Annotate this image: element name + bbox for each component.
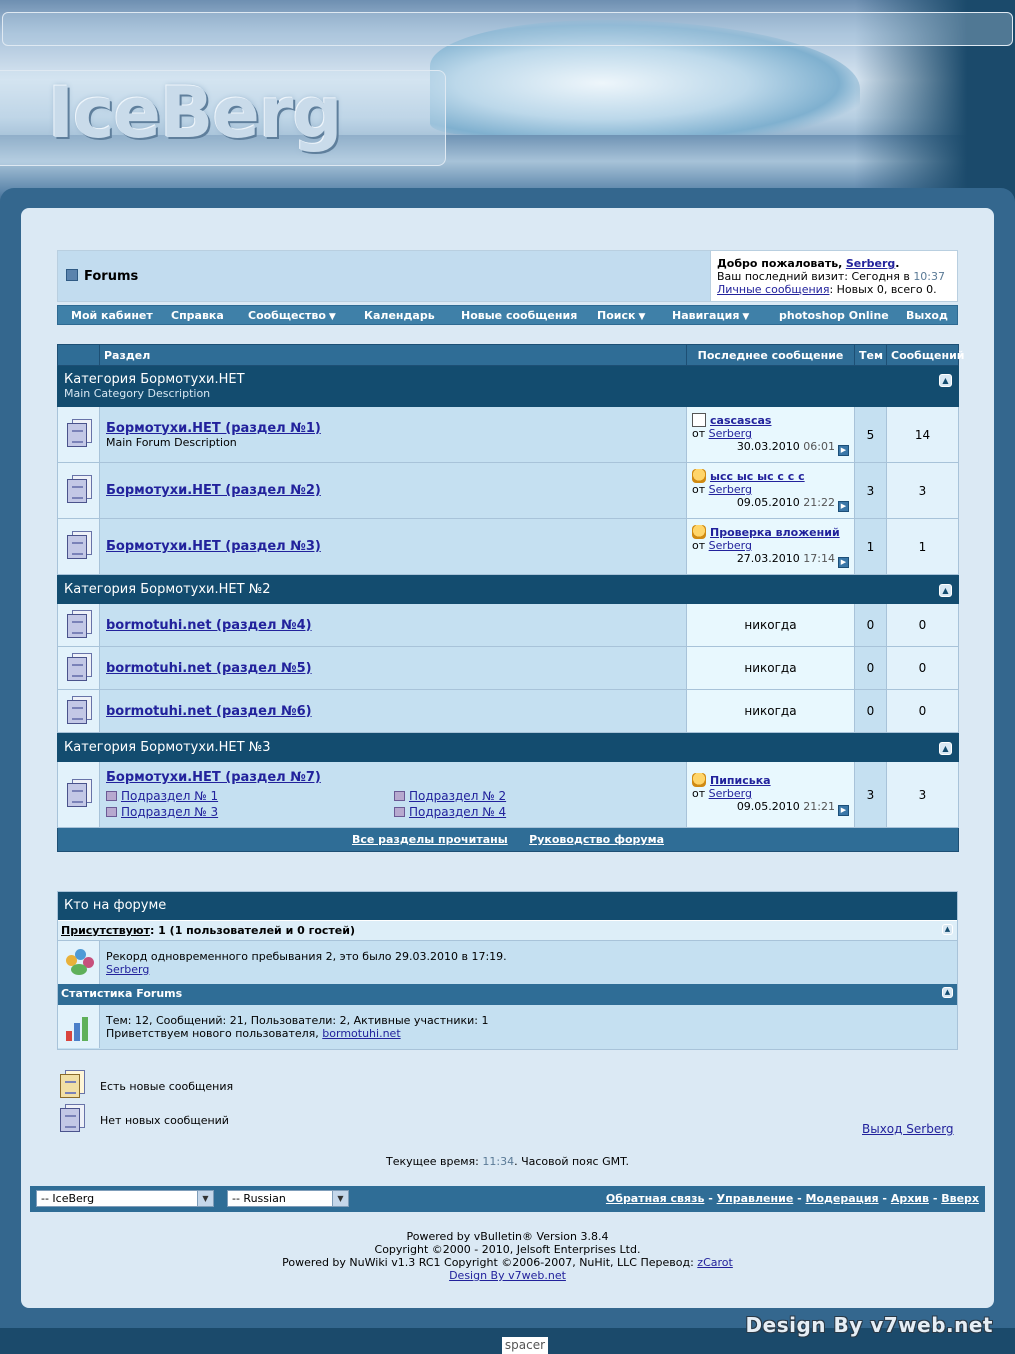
forum-row <box>58 604 959 647</box>
author-link[interactable]: Serberg <box>708 539 752 552</box>
thread-link[interactable]: Пиписька <box>710 774 771 787</box>
post-count: 0 <box>887 690 959 733</box>
no-new-posts-icon <box>59 1104 85 1132</box>
last-post-cell: Пиписька от Serberg 09.05.2010 21:21 ▶ <box>687 762 855 828</box>
category-header <box>58 575 959 604</box>
menu-search[interactable]: Поиск ▼ <box>597 309 646 322</box>
whos-online-title: Кто на форуме <box>58 892 957 920</box>
last-post-cell: никогда <box>687 604 855 647</box>
post-count: 0 <box>887 604 959 647</box>
subforum-icon <box>394 807 405 817</box>
dropdown-arrow-icon: ▼ <box>328 312 336 322</box>
go-to-last-post-icon[interactable]: ▶ <box>838 805 849 816</box>
go-to-last-post-icon[interactable]: ▶ <box>838 445 849 456</box>
site-logo[interactable]: IceBerg <box>48 72 342 154</box>
thumbs-up-icon <box>692 525 706 539</box>
thread-link[interactable]: cascascas <box>710 414 772 427</box>
subforum-icon <box>106 807 117 817</box>
dropdown-arrow-icon: ▼ <box>742 312 750 322</box>
post-count: 3 <box>887 463 959 519</box>
subforum-link[interactable]: Подраздел № 4 <box>409 805 507 819</box>
menu-calendar[interactable]: Календарь <box>364 309 435 322</box>
design-link[interactable]: Design By v7web.net <box>449 1269 566 1282</box>
translator-link[interactable]: zCarot <box>697 1256 733 1269</box>
collapse-icon[interactable]: ▲ <box>942 924 953 935</box>
category-header <box>58 733 959 762</box>
collapse-icon[interactable]: ▲ <box>942 987 953 998</box>
contact-link[interactable]: Обратная связь <box>605 1192 705 1205</box>
category-title[interactable]: Категория Бормотухи.НЕТ №2 <box>64 581 271 597</box>
thread-count: 3 <box>855 762 887 828</box>
go-to-last-post-icon[interactable]: ▶ <box>838 557 849 568</box>
forum-home-icon <box>66 269 78 281</box>
design-watermark: Design By v7web.net <box>745 1313 993 1337</box>
menu-my-profile[interactable]: Мой кабинет <box>71 309 153 322</box>
copyright: Powered by vBulletin® Version 3.8.4 Copyright ©2000 - 2010, Jelsoft Enterprises Ltd. Powered by NuWiki v1.3 RC1 Copyright ©2006-2007, NuHit, LLC Перевод: zCarot Design By v7web.net <box>282 1230 733 1282</box>
column-header-threads: Тем <box>855 345 887 366</box>
author-link[interactable]: Serberg <box>708 483 752 496</box>
forum-list-table <box>57 344 965 852</box>
online-user-link[interactable]: Serberg <box>106 963 150 976</box>
no-new-posts-icon <box>66 475 92 503</box>
welcome-box: Добро пожаловать, Serberg. Ваш последний визит: Сегодня в 10:37 Личные сообщения: Новых 0, всего 0. <box>710 251 957 301</box>
forum-link[interactable]: Бормотухи.НЕТ (раздел №2) <box>106 483 321 498</box>
new-posts-icon <box>59 1070 85 1098</box>
menu-new-posts[interactable]: Новые сообщения <box>461 309 578 322</box>
menu-navigation[interactable]: Навигация ▼ <box>672 309 750 322</box>
chevron-down-icon[interactable]: ▼ <box>197 1191 213 1206</box>
dropdown-arrow-icon: ▼ <box>638 312 646 322</box>
thread-link[interactable]: Проверка вложений <box>710 526 840 539</box>
stats-title: Статистика Forums <box>61 987 183 1000</box>
forum-footer-bar <box>58 828 959 852</box>
header-top-bar <box>2 12 1013 46</box>
no-new-posts-icon <box>66 610 92 638</box>
breadcrumb[interactable]: Forums <box>66 269 138 284</box>
subforum-link[interactable]: Подраздел № 3 <box>121 805 219 819</box>
post-count: 1 <box>887 519 959 575</box>
moderation-link[interactable]: Модерация <box>805 1192 879 1205</box>
present-users-link[interactable]: Присутствуют <box>61 924 150 937</box>
thread-link[interactable]: ысс ыс ыс с с с <box>710 470 805 483</box>
menu-help[interactable]: Справка <box>171 309 224 322</box>
forum-row <box>58 647 959 690</box>
menu-bar <box>57 305 958 325</box>
no-new-posts-icon <box>66 653 92 681</box>
last-post-cell: никогда <box>687 647 855 690</box>
no-new-posts-icon <box>66 696 92 724</box>
style-select[interactable]: -- IceBerg ▼ <box>36 1190 214 1207</box>
subforum-icon <box>106 791 117 801</box>
category-title[interactable]: Категория Бормотухи.НЕТ <box>64 372 245 387</box>
forum-link[interactable]: bormotuhi.net (раздел №6) <box>106 703 312 719</box>
forum-row <box>58 519 959 575</box>
forum-stats: Тем: 12, Сообщений: 21, Пользователи: 2, Активные участники: 1 <box>106 1014 489 1027</box>
private-messages-link[interactable]: Личные сообщения <box>717 283 830 296</box>
last-post-cell: ысс ыс ыс с с с от Serberg 09.05.2010 21:22 ▶ <box>687 463 855 519</box>
thread-count: 1 <box>855 519 887 575</box>
footer-links: Обратная связь - Управление - Модерация - Архив - Вверх <box>605 1192 979 1205</box>
chevron-down-icon[interactable]: ▼ <box>332 1191 348 1206</box>
thread-count: 3 <box>855 463 887 519</box>
mark-all-read-link[interactable]: Все разделы прочитаны <box>351 833 508 846</box>
forum-row <box>58 407 959 463</box>
archive-link[interactable]: Архив <box>890 1192 929 1205</box>
post-count: 14 <box>887 407 959 463</box>
language-select[interactable]: -- Russian ▼ <box>227 1190 349 1207</box>
post-count: 0 <box>887 647 959 690</box>
legend-no-new-posts: Нет новых сообщений <box>59 1104 359 1136</box>
page-icon <box>692 413 706 427</box>
navbar <box>57 250 958 302</box>
forum-row <box>58 762 959 828</box>
forum-row <box>58 690 959 733</box>
go-to-last-post-icon[interactable]: ▶ <box>838 501 849 512</box>
menu-logout[interactable]: Выход <box>906 309 948 322</box>
online-record: Рекорд одновременного пребывания 2, это было 29.03.2010 в 17:19. <box>106 950 507 963</box>
current-time: Текущее время: 11:34. Часовой пояс GMT. <box>385 1155 629 1168</box>
post-count: 3 <box>887 762 959 828</box>
top-link[interactable]: Вверх <box>941 1192 979 1205</box>
subforum-link[interactable]: Подраздел № 1 <box>121 789 219 803</box>
footer-bar <box>30 1186 985 1212</box>
category-header <box>58 366 959 407</box>
collapse-icon[interactable]: ▲ <box>939 374 952 387</box>
collapse-icon[interactable]: ▲ <box>939 742 952 755</box>
subforum-link[interactable]: Подраздел № 2 <box>409 789 507 803</box>
thread-count: 0 <box>855 647 887 690</box>
column-header-posts: Сообщений <box>887 345 959 366</box>
no-new-posts-icon <box>66 779 92 807</box>
author-link[interactable]: Serberg <box>708 427 752 440</box>
forum-link[interactable]: Бормотухи.НЕТ (раздел №7) <box>106 770 321 785</box>
forum-description: Main Forum Description <box>106 435 237 449</box>
forum-guide-link[interactable]: Руководство форума <box>529 833 665 846</box>
statistics-icon <box>64 1013 94 1041</box>
author-link[interactable]: Serberg <box>708 787 752 800</box>
whos-online-box: Кто на форуме Присутствуют: 1 (1 пользователей и 0 гостей) ▲ Рекорд одновременного пребывания 2, это было 29.03.2010 в 17:19. Serberg Статистика Forums ▲ Тем: 12, Сообщений: 21, Пользователи: 2, Активные участники: 1 Приветствуем нового пользователя, bormotuhi.net <box>57 891 958 1050</box>
last-post-cell: Проверка вложений от Serberg 27.03.2010 17:14 ▶ <box>687 519 855 575</box>
thumbs-up-icon <box>692 773 706 787</box>
logout-link[interactable]: Выход Serberg <box>862 1122 954 1136</box>
users-icon <box>66 949 94 975</box>
no-new-posts-icon <box>66 419 92 447</box>
thumbs-up-icon <box>692 469 706 483</box>
category-title[interactable]: Категория Бормотухи.НЕТ №3 <box>64 739 271 755</box>
legend-new-posts: Есть новые сообщения <box>59 1070 359 1102</box>
forum-link[interactable]: bormotuhi.net (раздел №5) <box>106 660 312 676</box>
last-post-cell: cascascas от Serberg 30.03.2010 06:01 ▶ <box>687 407 855 463</box>
forum-link[interactable]: Бормотухи.НЕТ (раздел №3) <box>106 539 321 554</box>
menu-photoshop-online[interactable]: photoshop Online <box>779 309 889 322</box>
thread-count: 0 <box>855 690 887 733</box>
newest-user-link[interactable]: bormotuhi.net <box>322 1027 401 1040</box>
thread-count: 0 <box>855 604 887 647</box>
category-description: Main Category Description <box>64 387 211 400</box>
admin-link[interactable]: Управление <box>716 1192 794 1205</box>
subforum-icon <box>394 791 405 801</box>
no-new-posts-icon <box>66 531 92 559</box>
column-header-last-post: Последнее сообщение <box>687 345 855 366</box>
forum-link[interactable]: bormotuhi.net (раздел №4) <box>106 617 312 633</box>
thread-count: 5 <box>855 407 887 463</box>
forum-link[interactable]: Бормотухи.НЕТ (раздел №1) <box>106 420 321 436</box>
spacer-image: spacer <box>502 1337 548 1354</box>
menu-community[interactable]: Сообщество ▼ <box>248 309 336 322</box>
subforum-list <box>106 789 680 819</box>
user-link[interactable]: Serberg <box>845 257 896 270</box>
collapse-icon[interactable]: ▲ <box>939 584 952 597</box>
last-post-cell: никогда <box>687 690 855 733</box>
forum-row <box>58 463 959 519</box>
column-header-section: Раздел <box>100 345 687 366</box>
